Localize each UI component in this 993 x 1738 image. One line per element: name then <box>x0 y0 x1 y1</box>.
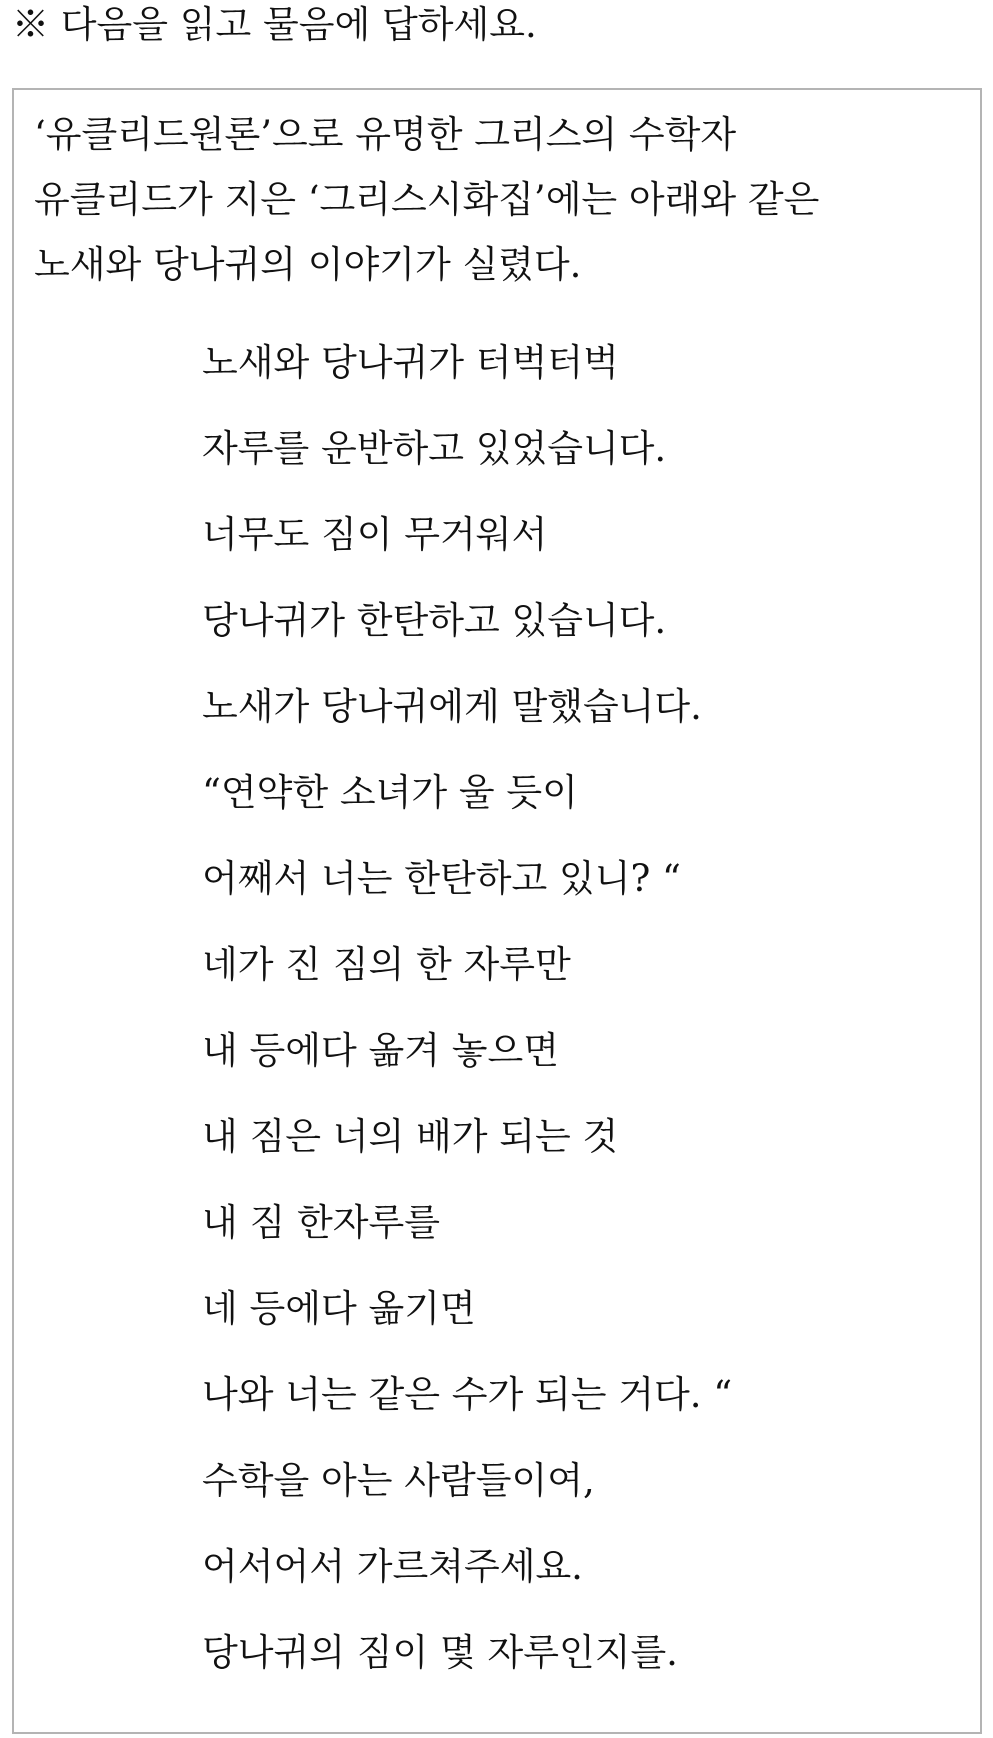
poem <box>202 320 732 1696</box>
poem-line: 내 짐은 너의 배가 되는 것 <box>202 1115 619 1158</box>
poem-line: 나와 너는 같은 수가 되는 거다. “ <box>202 1373 733 1416</box>
poem-line: 당나귀가 한탄하고 있습니다. <box>202 599 667 642</box>
poem-line: 자루를 운반하고 있었습니다. <box>202 427 667 470</box>
poem-line: 어째서 너는 한탄하고 있니? “ <box>202 857 681 900</box>
intro-line: 노새와 당나귀의 이야기가 실렸다. <box>34 243 582 286</box>
poem-line: 노새가 당나귀에게 말했습니다. <box>202 685 702 728</box>
poem-line: 너무도 짐이 무거워서 <box>202 513 548 556</box>
poem-line: 내 짐 한자루를 <box>202 1201 440 1244</box>
intro-line: 유클리드가 지은 ‘그리스시화집’에는 아래와 같은 <box>34 178 820 221</box>
poem-line: 네 등에다 옮기면 <box>202 1287 476 1330</box>
poem-line: 당나귀의 짐이 몇 자루인지를. <box>202 1631 678 1674</box>
poem-line: 내 등에다 옮겨 놓으면 <box>202 1029 559 1072</box>
poem-line: 네가 진 짐의 한 자루만 <box>202 943 571 986</box>
poem-line: 수학을 아는 사람들이여, <box>202 1459 595 1502</box>
passage-intro <box>34 102 964 297</box>
poem-line: 어서어서 가르쳐주세요. <box>202 1545 583 1588</box>
passage-box <box>12 88 982 1734</box>
poem-line: 노새와 당나귀가 터벅터벅 <box>202 341 619 384</box>
poem-line: “연약한 소녀가 울 듯이 <box>202 771 578 814</box>
instruction-text: ※ 다음을 읽고 물음에 답하세요. <box>12 3 537 46</box>
intro-line: ‘유클리드원론’으로 유명한 그리스의 수학자 <box>34 113 737 156</box>
